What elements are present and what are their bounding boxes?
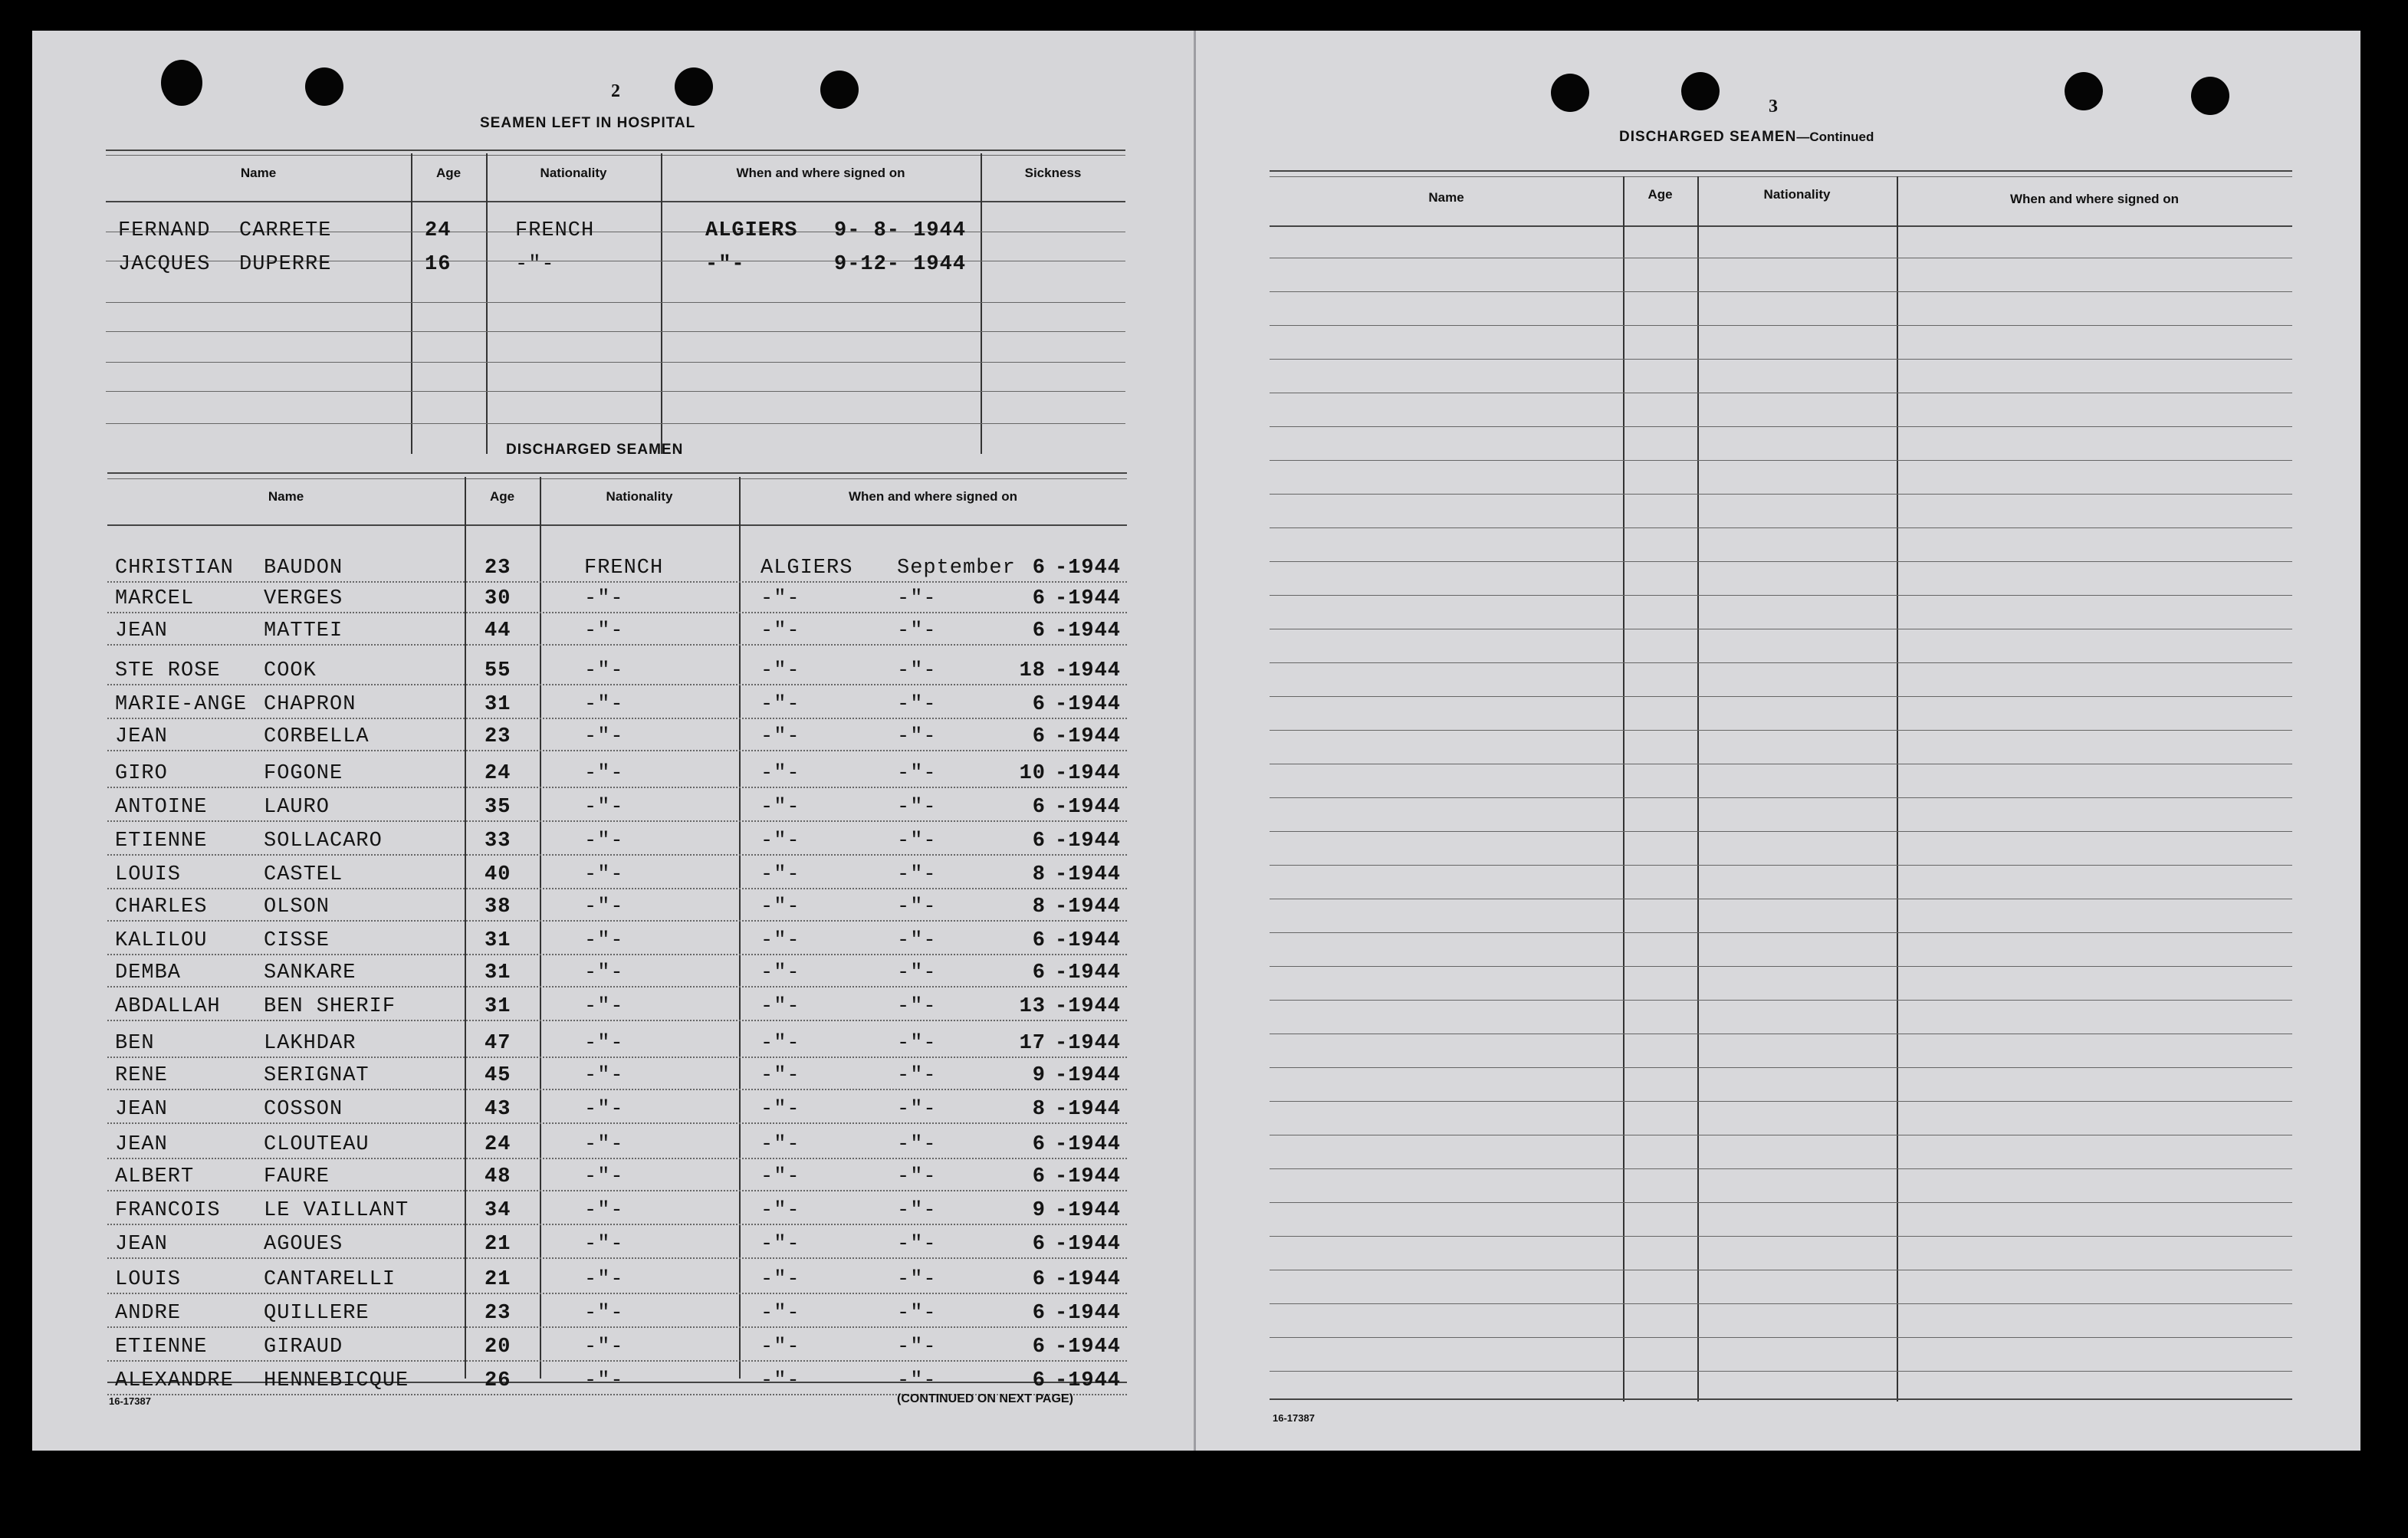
punch-hole bbox=[675, 67, 713, 106]
rule-line bbox=[107, 787, 1127, 788]
signed-year: -1944 bbox=[1055, 863, 1122, 886]
age: 31 bbox=[485, 995, 511, 1018]
signed-month: -"- bbox=[897, 896, 937, 919]
signed-place: -"- bbox=[761, 1369, 800, 1392]
rule-line bbox=[106, 423, 1125, 424]
signed-year: -1944 bbox=[1055, 1336, 1122, 1359]
column-header: Name bbox=[268, 489, 304, 504]
signed-place: -"- bbox=[761, 995, 800, 1018]
signed-year: -1944 bbox=[1055, 796, 1122, 819]
first-name: FRANCOIS bbox=[115, 1199, 221, 1222]
last-name: BAUDON bbox=[264, 557, 343, 580]
empty-row-line bbox=[1270, 932, 2292, 933]
signed-place: -"- bbox=[761, 693, 800, 716]
signed-place: -"- bbox=[761, 830, 800, 853]
last-name: FAURE bbox=[264, 1165, 330, 1188]
punch-hole bbox=[2191, 77, 2229, 115]
nationality: -"- bbox=[584, 1064, 624, 1087]
signed-day: 8 bbox=[1032, 896, 1046, 919]
signed-day: 13 bbox=[1019, 995, 1046, 1018]
nationality: -"- bbox=[584, 693, 624, 716]
signed-year: -1944 bbox=[1055, 1165, 1122, 1188]
signed-day: 6 bbox=[1032, 1268, 1046, 1291]
signed-year: -1944 bbox=[1055, 587, 1122, 610]
age: 31 bbox=[485, 929, 511, 952]
first-name: JEAN bbox=[115, 1233, 168, 1256]
signed-year: -1944 bbox=[1055, 995, 1122, 1018]
rule-line bbox=[106, 302, 1125, 303]
nationality: -"- bbox=[584, 863, 624, 886]
rule-line bbox=[106, 362, 1125, 363]
punch-hole bbox=[1681, 72, 1720, 110]
age: 24 bbox=[485, 762, 511, 785]
signed-year: -1944 bbox=[1055, 693, 1122, 716]
empty-row-line bbox=[1270, 1303, 2292, 1304]
column-header: Name bbox=[240, 166, 277, 180]
signed-month: -"- bbox=[897, 830, 937, 853]
signed-place: -"- bbox=[705, 253, 745, 276]
column-header: Age bbox=[1647, 187, 1673, 202]
empty-row-line bbox=[1270, 1337, 2292, 1338]
age: 24 bbox=[485, 1133, 511, 1156]
rule-line bbox=[107, 1190, 1127, 1191]
nationality: -"- bbox=[584, 1133, 624, 1156]
nationality: -"- bbox=[584, 1032, 624, 1055]
signed-place: -"- bbox=[761, 1233, 800, 1256]
first-name: STE ROSE bbox=[115, 659, 221, 682]
first-name: LOUIS bbox=[115, 1268, 182, 1291]
signed-year: -1944 bbox=[1055, 1133, 1122, 1156]
rule-line bbox=[107, 718, 1127, 719]
rule-line bbox=[107, 1089, 1127, 1090]
rule-line bbox=[107, 920, 1127, 922]
last-name: COSSON bbox=[264, 1098, 343, 1121]
age: 44 bbox=[485, 619, 511, 642]
signed-place: -"- bbox=[761, 796, 800, 819]
nationality: -"- bbox=[584, 796, 624, 819]
last-name: CANTARELLI bbox=[264, 1268, 396, 1291]
rule-line bbox=[107, 888, 1127, 889]
last-name: SOLLACARO bbox=[264, 830, 383, 853]
signed-place: -"- bbox=[761, 619, 800, 642]
signed-month: -"- bbox=[897, 1064, 937, 1087]
empty-row-line bbox=[1270, 291, 2292, 292]
empty-row-line bbox=[1270, 494, 2292, 495]
signed-place: -"- bbox=[761, 587, 800, 610]
first-name: MARCEL bbox=[115, 587, 195, 610]
last-name: GIRAUD bbox=[264, 1336, 343, 1359]
nationality: -"- bbox=[584, 1268, 624, 1291]
column-header: Nationality bbox=[606, 489, 673, 504]
signed-year: -1944 bbox=[1055, 1233, 1122, 1256]
signed-place: -"- bbox=[761, 1133, 800, 1156]
signed-day: 6 bbox=[1032, 619, 1046, 642]
last-name: COOK bbox=[264, 659, 317, 682]
age: 21 bbox=[485, 1233, 511, 1256]
last-name: DUPERRE bbox=[239, 253, 332, 276]
signed-year: -1944 bbox=[1055, 725, 1122, 748]
signed-month: -"- bbox=[897, 1336, 937, 1359]
signed-month: -"- bbox=[897, 762, 937, 785]
age: 43 bbox=[485, 1098, 511, 1121]
rule-line bbox=[107, 1360, 1127, 1362]
age: 38 bbox=[485, 896, 511, 919]
rule-line bbox=[107, 820, 1127, 822]
first-name: JEAN bbox=[115, 619, 168, 642]
first-name: KALILOU bbox=[115, 929, 208, 952]
signed-year: -1944 bbox=[1055, 1268, 1122, 1291]
nationality: -"- bbox=[584, 1165, 624, 1188]
empty-row-line bbox=[1270, 1371, 2292, 1372]
signed-place: ALGIERS bbox=[761, 557, 853, 580]
first-name: ANTOINE bbox=[115, 796, 208, 819]
signed-place: -"- bbox=[761, 863, 800, 886]
signed-month: -"- bbox=[897, 796, 937, 819]
first-name: FERNAND bbox=[118, 219, 211, 242]
punch-hole bbox=[820, 71, 859, 109]
rule-line bbox=[107, 1057, 1127, 1058]
signed-year: -1944 bbox=[1055, 557, 1122, 580]
age: 20 bbox=[485, 1336, 511, 1359]
signed-year: -1944 bbox=[1055, 619, 1122, 642]
nationality: -"- bbox=[584, 1336, 624, 1359]
empty-row-line bbox=[1270, 359, 2292, 360]
empty-row-line bbox=[1270, 1101, 2292, 1102]
signed-month: -"- bbox=[897, 1233, 937, 1256]
signed-month: -"- bbox=[897, 1268, 937, 1291]
rule-line bbox=[107, 986, 1127, 988]
punch-hole bbox=[305, 67, 343, 106]
signed-date: 9- 8- 1944 bbox=[834, 219, 967, 242]
rule-line bbox=[107, 612, 1127, 613]
empty-row-line bbox=[1270, 1168, 2292, 1169]
empty-row-line bbox=[1270, 1202, 2292, 1203]
last-name: LAKHDAR bbox=[264, 1032, 356, 1055]
column-header: Name bbox=[1428, 190, 1464, 205]
nationality: -"- bbox=[584, 830, 624, 853]
last-name: VERGES bbox=[264, 587, 343, 610]
first-name: CHRISTIAN bbox=[115, 557, 234, 580]
form-number: 16-17387 bbox=[1273, 1412, 1315, 1424]
empty-row-line bbox=[1270, 797, 2292, 798]
signed-month: -"- bbox=[897, 929, 937, 952]
signed-day: 17 bbox=[1019, 1032, 1046, 1055]
age: 31 bbox=[485, 693, 511, 716]
first-name: RENE bbox=[115, 1064, 168, 1087]
signed-day: 6 bbox=[1032, 1369, 1046, 1392]
nationality: -"- bbox=[584, 619, 624, 642]
signed-day: 6 bbox=[1032, 693, 1046, 716]
signed-day: 6 bbox=[1032, 961, 1046, 984]
punch-hole bbox=[161, 60, 202, 106]
empty-row-line bbox=[1270, 1067, 2292, 1068]
signed-month: -"- bbox=[897, 1133, 937, 1156]
last-name: HENNEBICQUE bbox=[264, 1369, 409, 1392]
age: 21 bbox=[485, 1268, 511, 1291]
signed-day: 8 bbox=[1032, 1098, 1046, 1121]
first-name: ALEXANDRE bbox=[115, 1369, 234, 1392]
signed-month: -"- bbox=[897, 725, 937, 748]
rule-line bbox=[107, 854, 1127, 856]
rule-line bbox=[107, 1326, 1127, 1328]
empty-row-line bbox=[1270, 865, 2292, 866]
signed-year: -1944 bbox=[1055, 961, 1122, 984]
signed-day: 6 bbox=[1032, 1336, 1046, 1359]
signed-day: 6 bbox=[1032, 830, 1046, 853]
signed-day: 6 bbox=[1032, 725, 1046, 748]
signed-day: 6 bbox=[1032, 557, 1046, 580]
signed-day: 6 bbox=[1032, 929, 1046, 952]
age: 33 bbox=[485, 830, 511, 853]
page-number: 2 bbox=[611, 81, 620, 101]
age: 40 bbox=[485, 863, 511, 886]
signed-year: -1944 bbox=[1055, 896, 1122, 919]
signed-year: -1944 bbox=[1055, 929, 1122, 952]
first-name: MARIE-ANGE bbox=[115, 693, 248, 716]
last-name: MATTEI bbox=[264, 619, 343, 642]
first-name: ABDALLAH bbox=[115, 995, 221, 1018]
signed-month: -"- bbox=[897, 1032, 937, 1055]
first-name: CHARLES bbox=[115, 896, 208, 919]
page-number: 3 bbox=[1769, 97, 1778, 117]
empty-row-line bbox=[1270, 527, 2292, 528]
age: 34 bbox=[485, 1199, 511, 1222]
empty-row-line bbox=[1270, 662, 2292, 663]
rule-line bbox=[106, 331, 1125, 332]
last-name: LE VAILLANT bbox=[264, 1199, 409, 1222]
empty-row-line bbox=[1270, 730, 2292, 731]
first-name: ETIENNE bbox=[115, 830, 208, 853]
right-page bbox=[1196, 31, 2360, 1451]
signed-year: -1944 bbox=[1055, 1302, 1122, 1325]
column-header: Age bbox=[435, 166, 462, 180]
last-name: QUILLERE bbox=[264, 1302, 370, 1325]
rule-line bbox=[107, 1122, 1127, 1124]
column-header: When and where signed on bbox=[848, 489, 1018, 504]
last-name: CISSE bbox=[264, 929, 330, 952]
age: 35 bbox=[485, 796, 511, 819]
signed-day: 6 bbox=[1032, 587, 1046, 610]
signed-place: -"- bbox=[761, 961, 800, 984]
empty-row-line bbox=[1270, 426, 2292, 427]
signed-month: September bbox=[897, 557, 1016, 580]
last-name: CHAPRON bbox=[264, 693, 356, 716]
nationality: FRENCH bbox=[515, 219, 595, 242]
age: 16 bbox=[425, 253, 452, 276]
signed-place: -"- bbox=[761, 1336, 800, 1359]
signed-place: -"- bbox=[761, 1032, 800, 1055]
first-name: GIRO bbox=[115, 762, 168, 785]
signed-year: -1944 bbox=[1055, 1369, 1122, 1392]
signed-place: -"- bbox=[761, 896, 800, 919]
signed-year: -1944 bbox=[1055, 1098, 1122, 1121]
signed-day: 10 bbox=[1019, 762, 1046, 785]
first-name: JEAN bbox=[115, 725, 168, 748]
signed-place: -"- bbox=[761, 1302, 800, 1325]
nationality: -"- bbox=[584, 725, 624, 748]
signed-year: -1944 bbox=[1055, 1032, 1122, 1055]
last-name: AGOUES bbox=[264, 1233, 343, 1256]
signed-day: 6 bbox=[1032, 796, 1046, 819]
nationality: -"- bbox=[584, 1233, 624, 1256]
nationality: -"- bbox=[584, 1199, 624, 1222]
first-name: ALBERT bbox=[115, 1165, 195, 1188]
left-page bbox=[32, 31, 1194, 1451]
signed-month: -"- bbox=[897, 693, 937, 716]
last-name: BEN SHERIF bbox=[264, 995, 396, 1018]
column-header: Nationality bbox=[1763, 187, 1831, 202]
empty-row-line bbox=[1270, 460, 2292, 461]
last-name: OLSON bbox=[264, 896, 330, 919]
signed-month: -"- bbox=[897, 1369, 937, 1392]
age: 31 bbox=[485, 961, 511, 984]
column-header: Age bbox=[489, 489, 515, 504]
age: 55 bbox=[485, 659, 511, 682]
nationality: -"- bbox=[515, 253, 555, 276]
rule-line bbox=[107, 1020, 1127, 1021]
last-name: SANKARE bbox=[264, 961, 356, 984]
nationality: FRENCH bbox=[584, 557, 664, 580]
rule-line bbox=[107, 954, 1127, 955]
signed-place: -"- bbox=[761, 659, 800, 682]
signed-day: 6 bbox=[1032, 1133, 1046, 1156]
nationality: -"- bbox=[584, 1302, 624, 1325]
signed-day: 6 bbox=[1032, 1233, 1046, 1256]
rule-line bbox=[107, 1293, 1127, 1294]
rule-line bbox=[107, 750, 1127, 751]
first-name: BEN bbox=[115, 1032, 155, 1055]
nationality: -"- bbox=[584, 896, 624, 919]
rule-line bbox=[107, 1158, 1127, 1159]
nationality: -"- bbox=[584, 961, 624, 984]
signed-year: -1944 bbox=[1055, 1064, 1122, 1087]
empty-row-line bbox=[1270, 696, 2292, 697]
nationality: -"- bbox=[584, 762, 624, 785]
column-header: Sickness bbox=[1024, 166, 1082, 180]
age: 47 bbox=[485, 1032, 511, 1055]
column-header: Nationality bbox=[540, 166, 607, 180]
punch-hole bbox=[2065, 72, 2103, 110]
signed-day: 8 bbox=[1032, 863, 1046, 886]
signed-date: 9-12- 1944 bbox=[834, 253, 967, 276]
last-name: LAURO bbox=[264, 796, 330, 819]
signed-day: 6 bbox=[1032, 1302, 1046, 1325]
signed-place: -"- bbox=[761, 1064, 800, 1087]
hospital-section-title: SEAMEN LEFT IN HOSPITAL bbox=[480, 115, 696, 131]
age: 23 bbox=[485, 1302, 511, 1325]
signed-year: -1944 bbox=[1055, 1199, 1122, 1222]
punch-hole bbox=[1551, 74, 1589, 112]
form-number: 16-17387 bbox=[109, 1395, 151, 1407]
first-name: LOUIS bbox=[115, 863, 182, 886]
signed-place: -"- bbox=[761, 1165, 800, 1188]
rule-line bbox=[106, 391, 1125, 392]
column-header: When and where signed on bbox=[2009, 192, 2180, 206]
empty-row-line bbox=[1270, 1236, 2292, 1237]
signed-month: -"- bbox=[897, 1165, 937, 1188]
first-name: JACQUES bbox=[118, 253, 211, 276]
nationality: -"- bbox=[584, 587, 624, 610]
signed-day: 9 bbox=[1032, 1199, 1046, 1222]
age: 48 bbox=[485, 1165, 511, 1188]
first-name: ANDRE bbox=[115, 1302, 182, 1325]
last-name: CORBELLA bbox=[264, 725, 370, 748]
nationality: -"- bbox=[584, 1369, 624, 1392]
rule-line bbox=[107, 1257, 1127, 1259]
nationality: -"- bbox=[584, 659, 624, 682]
age: 30 bbox=[485, 587, 511, 610]
empty-row-line bbox=[1270, 325, 2292, 326]
empty-row-line bbox=[1270, 1000, 2292, 1001]
age: 45 bbox=[485, 1064, 511, 1087]
empty-row-line bbox=[1270, 966, 2292, 967]
age: 24 bbox=[425, 219, 452, 242]
signed-month: -"- bbox=[897, 659, 937, 682]
age: 23 bbox=[485, 557, 511, 580]
column-header: When and where signed on bbox=[736, 166, 905, 180]
rule-line bbox=[107, 581, 1127, 583]
last-name: FOGONE bbox=[264, 762, 343, 785]
signed-month: -"- bbox=[897, 1098, 937, 1121]
nationality: -"- bbox=[584, 929, 624, 952]
signed-place: -"- bbox=[761, 762, 800, 785]
signed-year: -1944 bbox=[1055, 830, 1122, 853]
first-name: JEAN bbox=[115, 1098, 168, 1121]
rule-line bbox=[107, 684, 1127, 685]
last-name: CASTEL bbox=[264, 863, 343, 886]
signed-month: -"- bbox=[897, 961, 937, 984]
empty-row-line bbox=[1270, 561, 2292, 562]
signed-month: -"- bbox=[897, 1199, 937, 1222]
last-name: CLOUTEAU bbox=[264, 1133, 370, 1156]
signed-month: -"- bbox=[897, 1302, 937, 1325]
signed-place: -"- bbox=[761, 929, 800, 952]
empty-row-line bbox=[1270, 595, 2292, 596]
signed-place: -"- bbox=[761, 1098, 800, 1121]
last-name: CARRETE bbox=[239, 219, 332, 242]
signed-year: -1944 bbox=[1055, 762, 1122, 785]
nationality: -"- bbox=[584, 1098, 624, 1121]
signed-place: -"- bbox=[761, 1199, 800, 1222]
discharged-continued-title: DISCHARGED SEAMEN—Continued bbox=[1619, 129, 1874, 145]
signed-day: 9 bbox=[1032, 1064, 1046, 1087]
signed-month: -"- bbox=[897, 863, 937, 886]
rule-line bbox=[107, 1224, 1127, 1225]
signed-place: ALGIERS bbox=[705, 219, 798, 242]
rule-line bbox=[107, 644, 1127, 646]
signed-place: -"- bbox=[761, 1268, 800, 1291]
signed-year: -1944 bbox=[1055, 659, 1122, 682]
signed-month: -"- bbox=[897, 587, 937, 610]
age: 23 bbox=[485, 725, 511, 748]
first-name: DEMBA bbox=[115, 961, 182, 984]
last-name: SERIGNAT bbox=[264, 1064, 370, 1087]
discharged-section-title: DISCHARGED SEAMEN bbox=[506, 442, 684, 458]
first-name: JEAN bbox=[115, 1133, 168, 1156]
signed-day: 18 bbox=[1019, 659, 1046, 682]
empty-row-line bbox=[1270, 831, 2292, 832]
signed-place: -"- bbox=[761, 725, 800, 748]
first-name: ETIENNE bbox=[115, 1336, 208, 1359]
continued-note: (CONTINUED ON NEXT PAGE) bbox=[897, 1392, 1073, 1405]
signed-month: -"- bbox=[897, 619, 937, 642]
nationality: -"- bbox=[584, 995, 624, 1018]
signed-month: -"- bbox=[897, 995, 937, 1018]
age: 26 bbox=[485, 1369, 511, 1392]
signed-day: 6 bbox=[1032, 1165, 1046, 1188]
